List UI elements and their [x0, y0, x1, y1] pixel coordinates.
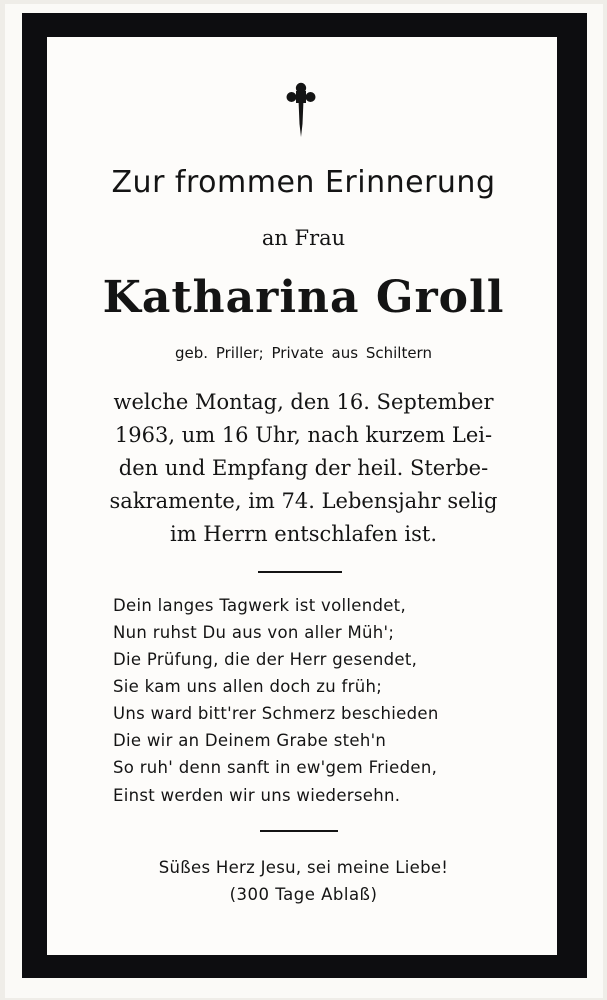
- poem-line: Dein langes Tagwerk ist vollendet,: [113, 596, 406, 615]
- deceased-name: Katharina Groll: [102, 272, 505, 323]
- divider: [260, 830, 338, 832]
- prayer-text: Süßes Herz Jesu, sei meine Liebe!: [158, 858, 449, 877]
- poem-line: Uns ward bitt'rer Schmerz beschieden: [113, 704, 439, 723]
- poem-line: Nun ruhst Du aus von aller Müh';: [113, 623, 395, 642]
- biography-line: im Herrn entschlafen ist.: [169, 522, 438, 546]
- poem-line: So ruh' denn sanft in ew'gem Frieden,: [113, 758, 438, 777]
- cross-icon: [286, 82, 316, 140]
- birth-info: geb. Priller; Private aus Schiltern: [175, 344, 432, 362]
- poem-line: Die Prüfung, die der Herr gesendet,: [113, 650, 418, 669]
- salutation: an Frau: [261, 226, 346, 250]
- card-title: Zur frommen Erinnerung: [111, 165, 496, 200]
- indulgence-note: (300 Tage Ablaß): [229, 885, 378, 904]
- poem-line: Sie kam uns allen doch zu früh;: [113, 677, 383, 696]
- biography-line: 1963, um 16 Uhr, nach kurzem Lei-: [114, 423, 493, 447]
- biography-line: den und Empfang der heil. Sterbe-: [118, 456, 489, 480]
- divider: [258, 571, 342, 573]
- biography-line: sakramente, im 74. Lebensjahr selig: [109, 489, 498, 513]
- poem-line: Die wir an Deinem Grabe steh'n: [113, 731, 387, 750]
- biography-line: welche Montag, den 16. September: [113, 390, 494, 414]
- poem-line: Einst werden wir uns wiedersehn.: [113, 786, 401, 805]
